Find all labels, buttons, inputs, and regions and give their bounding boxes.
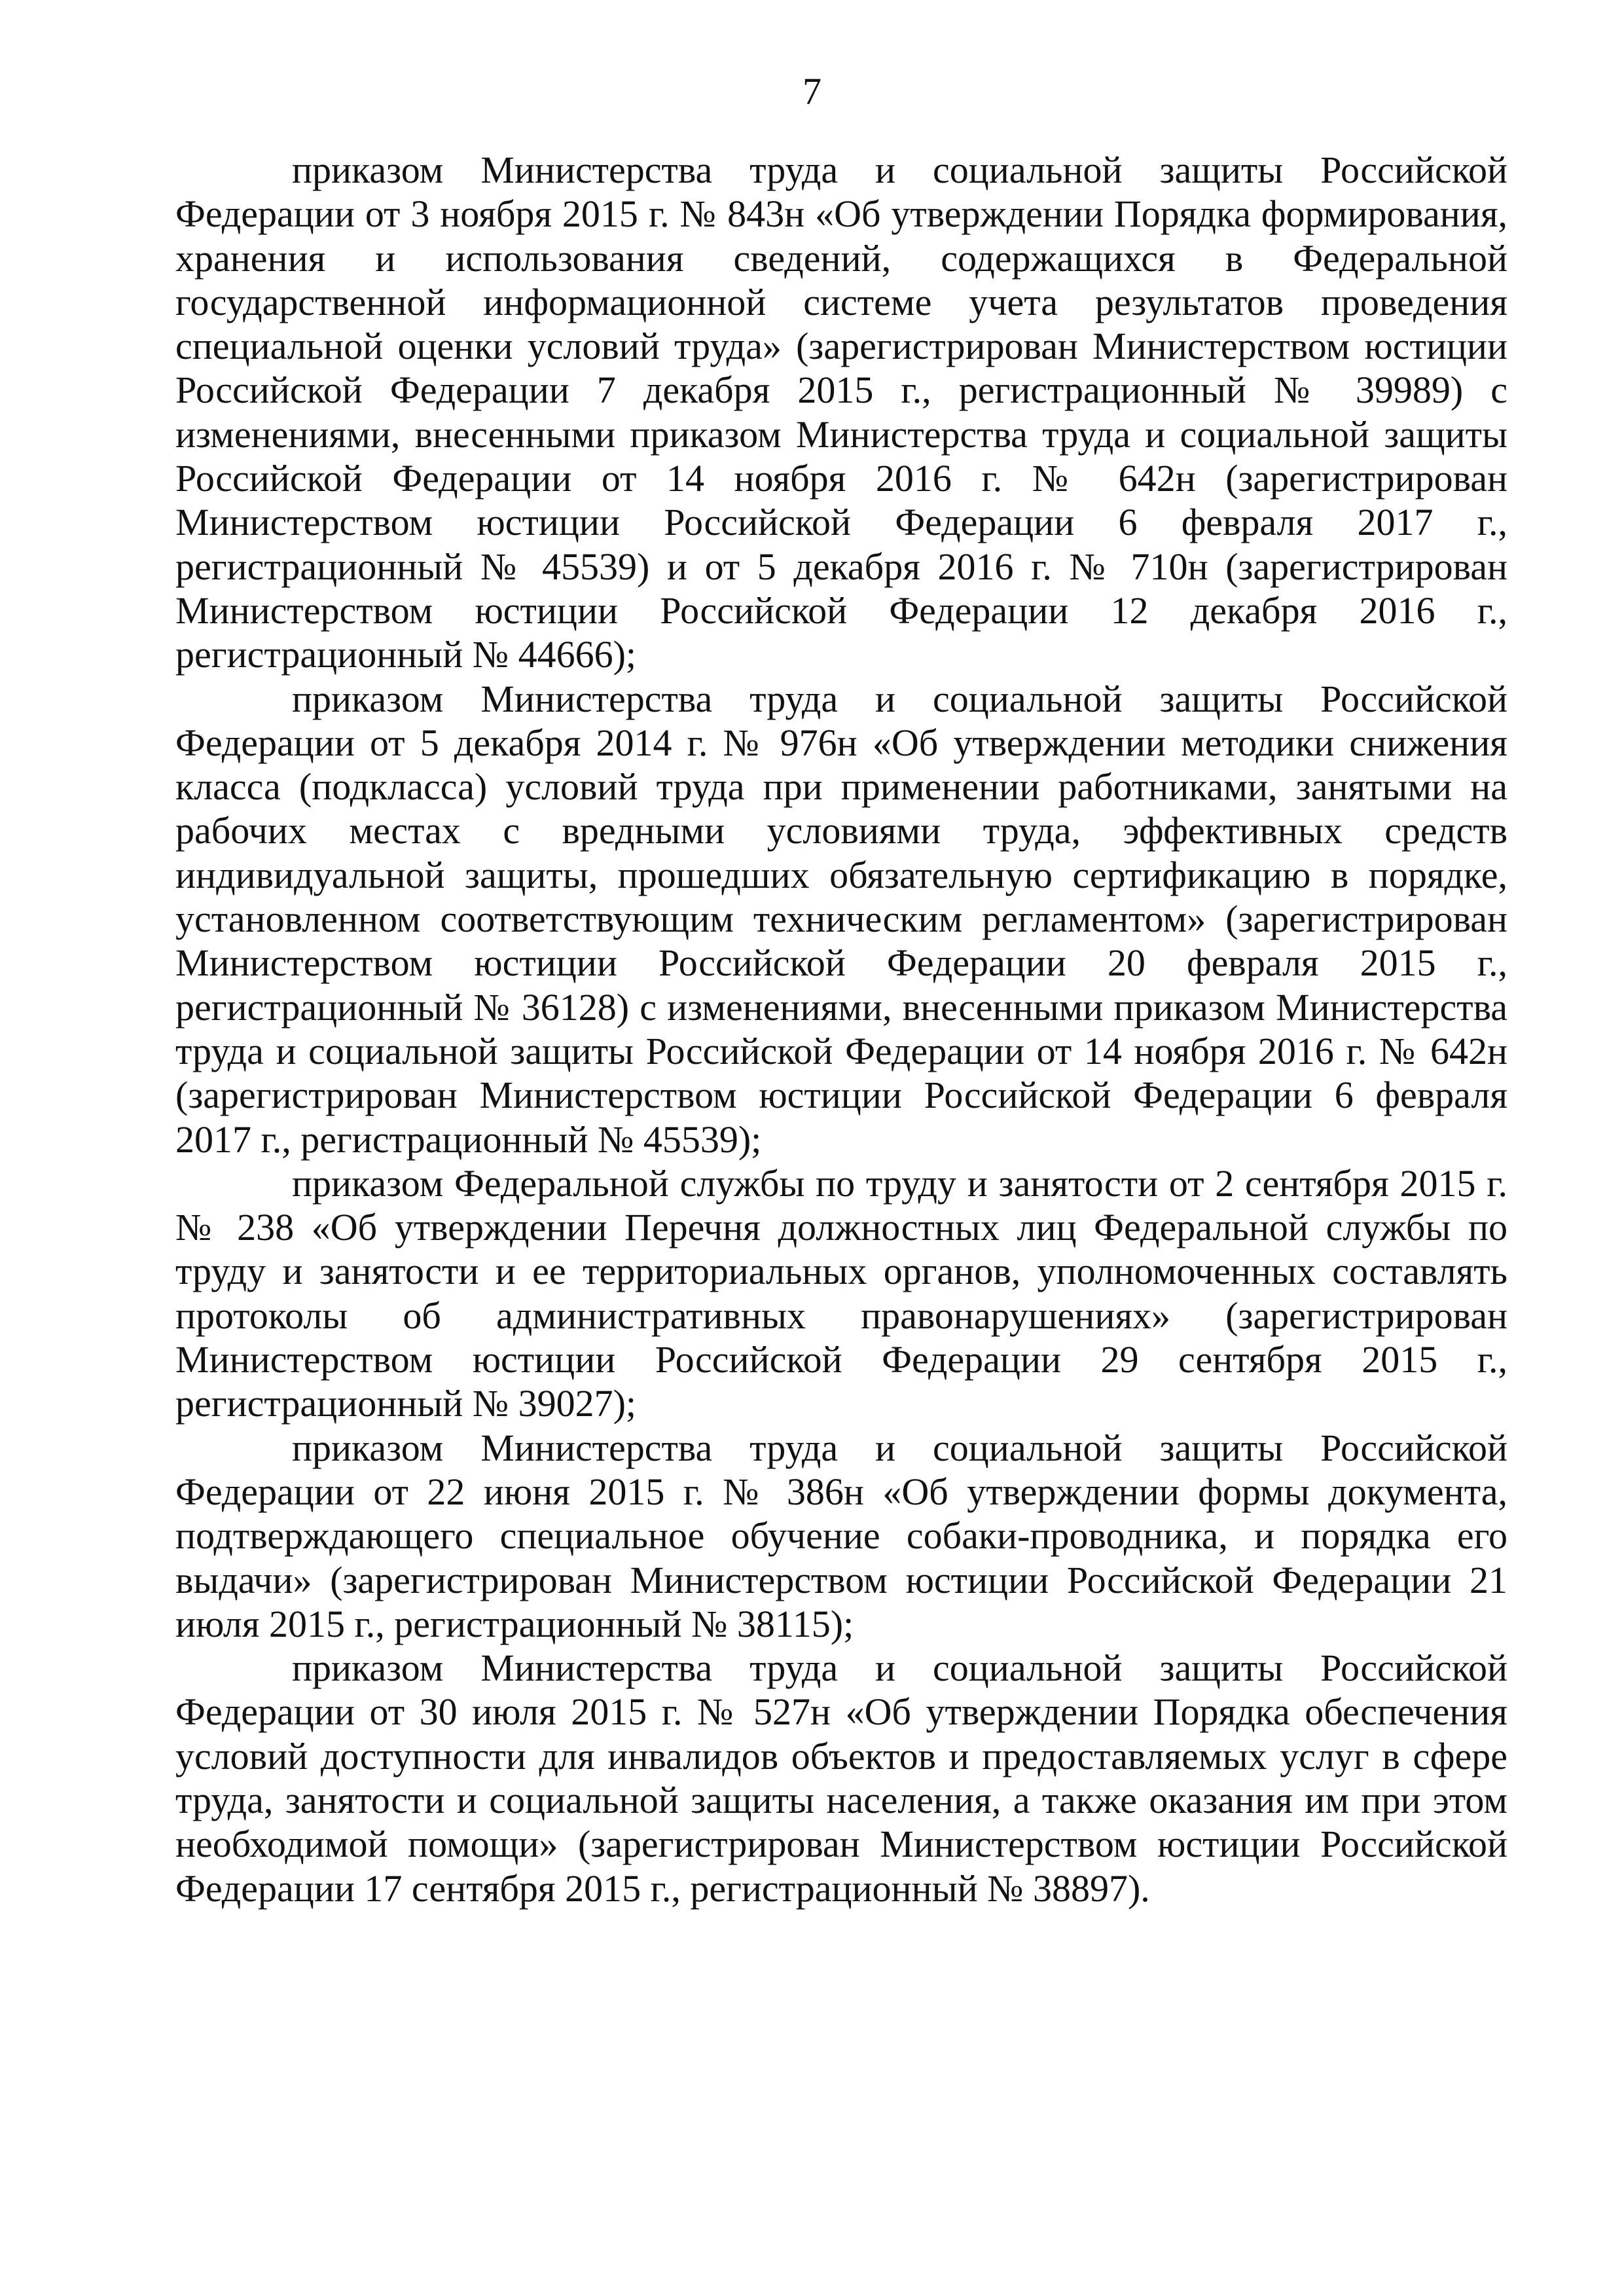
document-body bbox=[175, 148, 1507, 1910]
paragraph-order-843n: приказом Министерства труда и социальной защиты Российской Федерации от 3 ноября 2015 г. № 843н «Об утверждении Порядка формирования, хранения и использования сведений, содержащихся в Федеральной государственной информационной системе учета результатов проведения специальной оценки условий труда» (зарегистрирован Министерством юстиции Российской Федерации 7 декабря 2015 г., регистрационный № 39989) с изменениями, внесенными приказом Министерства труда и социальной защиты Российской Федерации от 14 ноября 2016 г. № 642н (зарегистрирован Министерством юстиции Российской Федерации 6 февраля 2017 г., регистрационный № 45539) и от 5 декабря 2016 г. № 710н (зарегистрирован Министерством юстиции Российской Федерации 12 декабря 2016 г., регистрационный № 44666); bbox=[175, 149, 1507, 676]
paragraph-order-527n: приказом Министерства труда и социальной защиты Российской Федерации от 30 июля 2015 г. № 527н «Об утверждении Порядка обеспечения условий доступности для инвалидов объектов и предоставляемых услуг в сфере труда, занятости и социальной защиты населения, а также оказания им при этом необходимой помощи» (зарегистрирован Министерством юстиции Российской Федерации 17 сентября 2015 г., регистрационный № 38897). bbox=[175, 1647, 1507, 1910]
paragraph-order-238: приказом Федеральной службы по труду и занятости от 2 сентября 2015 г. № 238 «Об утверждении Перечня должностных лиц Федеральной службы по труду и занятости и ее территориальных органов, уполномоченных составлять протоколы об административных правонарушениях» (зарегистрирован Министерством юстиции Российской Федерации 29 сентября 2015 г., регистрационный № 39027); bbox=[175, 1161, 1507, 1425]
paragraph-order-976n: приказом Министерства труда и социальной защиты Российской Федерации от 5 декабря 2014 г. № 976н «Об утверждении методики снижения класса (подкласса) условий труда при применении работниками, занятыми на рабочих местах с вредными условиями труда, эффективных средств индивидуальной защиты, прошедших обязательную сертификацию в порядке, установленном соответствующим техническим регламентом» (зарегистрирован Министерством юстиции Российской Федерации 20 февраля 2015 г., регистрационный № 36128) с изменениями, внесенными приказом Министерства труда и социальной защиты Российской Федерации от 14 ноября 2016 г. № 642н (зарегистрирован Министерством юстиции Российской Федерации 6 февраля 2017 г., регистрационный № 45539); bbox=[175, 677, 1507, 1161]
paragraph-order-386n: приказом Министерства труда и социальной защиты Российской Федерации от 22 июня 2015 г. № 386н «Об утверждении формы документа, подтверждающего специальное обучение собаки-проводника, и порядка его выдачи» (зарегистрирован Министерством юстиции Российской Федерации 21 июля 2015 г., регистрационный № 38115); bbox=[175, 1426, 1507, 1645]
page-number: 7 bbox=[803, 70, 821, 113]
